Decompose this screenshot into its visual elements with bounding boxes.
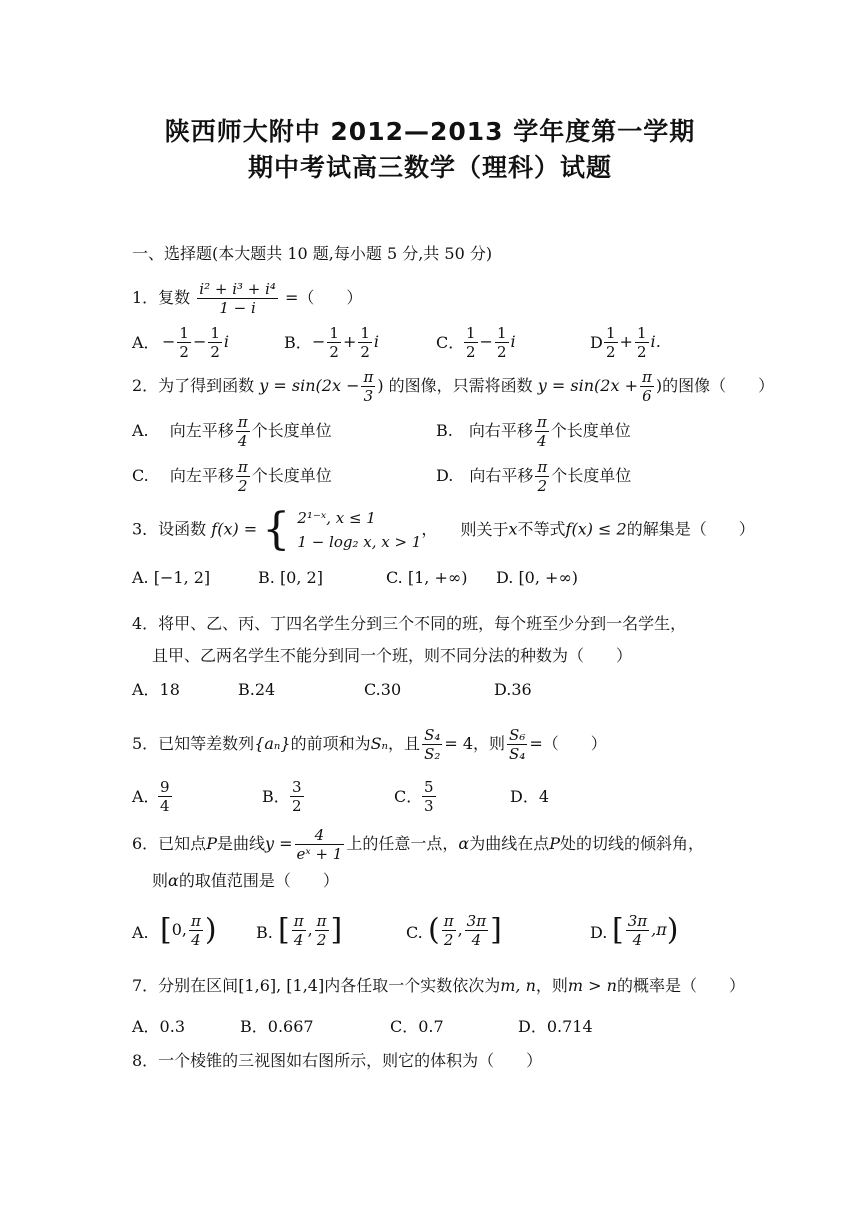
frac-den: eˣ + 1 bbox=[296, 845, 343, 863]
q6-alpha: α bbox=[458, 834, 470, 853]
frac-den: 2 bbox=[496, 343, 507, 361]
frac-num: S₆ bbox=[509, 726, 526, 744]
q6-d-label: D. bbox=[590, 923, 608, 942]
q3-d-label: D. bbox=[496, 568, 514, 587]
q1-a-op: − bbox=[192, 332, 207, 351]
q2-func2: y = sin(2x + bbox=[537, 376, 638, 395]
q3-a-label: A. bbox=[132, 568, 149, 587]
q1-option-b bbox=[312, 324, 379, 361]
q1-c-op: − bbox=[479, 332, 493, 351]
q5-eq4: = 4 bbox=[444, 734, 474, 753]
q6-comma: , bbox=[457, 920, 463, 939]
q5-option-b bbox=[290, 778, 304, 815]
q6-option-a: [0, $\frac{\pi}{4}$ ) bbox=[160, 912, 217, 949]
frac-num: 1 bbox=[329, 324, 339, 342]
frac-den: 2 bbox=[179, 343, 189, 361]
question-4-line2: 且甲、乙两名学生不能分到同一个班，则不同分法的种数为（ ） bbox=[152, 646, 633, 665]
q6-zero: 0, bbox=[171, 920, 187, 939]
section-heading: 一、选择题(本大题共 10 题,每小题 5 分,共 50 分) bbox=[132, 244, 493, 263]
q3-b-value: [0, 2] bbox=[279, 568, 323, 587]
q2-d-label: D. 向右平移 bbox=[436, 466, 534, 485]
q1-option-a-label: A． bbox=[132, 333, 160, 352]
q5-c-label: C． bbox=[394, 787, 423, 806]
frac-den: 2 bbox=[292, 797, 302, 815]
q2-unit: 个长度单位 bbox=[251, 421, 332, 440]
q7-prefix: 7．分别在区间 bbox=[132, 976, 239, 995]
q3-brace: { bbox=[262, 504, 291, 555]
q1-a-i: i bbox=[223, 332, 230, 351]
q6-option-b: [ $\frac{\pi}{4}$ , $\frac{\pi}{2}$ ] bbox=[278, 912, 343, 949]
q1-option-a bbox=[162, 324, 229, 361]
q6-mid2: 上的任意一点， bbox=[346, 834, 459, 853]
q3-case1: 2¹⁻ˣ, x ≤ 1 bbox=[297, 509, 376, 527]
q6-alpha: α bbox=[168, 871, 179, 890]
q3-fx: f(x) = bbox=[211, 519, 258, 539]
q1-prefix: 1．复数 bbox=[132, 288, 191, 307]
exam-title-line1: 陕西师大附中 2012—2013 学年度第一学期 bbox=[164, 117, 696, 146]
exam-title-line2: 期中考试高三数学（理科）试题 bbox=[247, 153, 612, 182]
q5-option-a bbox=[158, 778, 172, 815]
q6-comma: , bbox=[307, 920, 313, 939]
q5-a-label: A． bbox=[132, 787, 160, 806]
question-8: 8．一个棱锥的三视图如右图所示，则它的体积为（ ） bbox=[132, 1051, 543, 1070]
q7-option-a: A．0.3 bbox=[132, 1017, 186, 1036]
frac-num: 3π bbox=[627, 912, 648, 930]
frac-num: π bbox=[237, 458, 248, 476]
frac-num: π bbox=[536, 413, 547, 431]
frac-den: 2 bbox=[466, 343, 476, 361]
q2-func1: y = sin(2x − bbox=[259, 376, 360, 395]
q1-denominator: 1 − i bbox=[219, 299, 256, 317]
q6-c-label: C. bbox=[406, 923, 423, 942]
frac-den: 4 bbox=[537, 432, 547, 450]
q5-prefix: 5．已知等差数列 bbox=[132, 734, 255, 753]
q2-unit: 个长度单位 bbox=[550, 421, 631, 440]
q1-option-c-label: C． bbox=[436, 333, 465, 352]
frac-den: 2 bbox=[606, 343, 616, 361]
frac-num: 1 bbox=[179, 324, 189, 342]
q3-cases bbox=[297, 506, 421, 554]
q3-option-d bbox=[496, 567, 578, 589]
q2-unit: 个长度单位 bbox=[251, 466, 332, 485]
q3-mid: 则关于 bbox=[460, 519, 509, 539]
frac-num: π bbox=[363, 368, 374, 386]
q7-mid: 内各任取一个实数依次为 bbox=[324, 976, 501, 995]
frac-den: 2 bbox=[636, 343, 647, 361]
q2-option-d bbox=[436, 458, 631, 495]
question-6-line1 bbox=[132, 826, 704, 863]
q1-a-sign: − bbox=[162, 332, 176, 351]
q2-c-label: C. 向左平移 bbox=[132, 466, 234, 485]
q2-b-label: B. 向右平移 bbox=[436, 421, 533, 440]
q1-option-d bbox=[602, 324, 672, 361]
q1-c-i: i bbox=[510, 332, 516, 351]
frac-num: π bbox=[443, 912, 454, 930]
frac-den: 2 bbox=[360, 343, 370, 361]
q5-seq: {aₙ} bbox=[254, 734, 291, 753]
frac-den: 2 bbox=[443, 931, 454, 949]
q6-mid: 是曲线 bbox=[216, 834, 265, 853]
frac-num: 1 bbox=[606, 324, 616, 342]
q5-mid: 的前项和为 bbox=[290, 734, 371, 753]
question-1 bbox=[132, 280, 362, 317]
q6-pi: ,π bbox=[651, 920, 667, 939]
frac-num: 1 bbox=[466, 324, 476, 342]
q1-d-i: i． bbox=[650, 332, 672, 351]
frac-den: 3 bbox=[363, 387, 374, 405]
q3-comma: ， bbox=[421, 519, 438, 539]
q1-b-op: + bbox=[342, 332, 357, 351]
frac-den: 6 bbox=[642, 387, 652, 405]
frac-num: 3π bbox=[466, 912, 487, 930]
q7-mid2: ，则 bbox=[535, 976, 568, 995]
q3-case2: 1 − log₂ x, x > 1 bbox=[297, 533, 422, 551]
frac-num: 4 bbox=[295, 826, 345, 845]
frac-num: 1 bbox=[360, 324, 370, 342]
q7-ranges: [1,6], [1,4] bbox=[238, 976, 325, 995]
frac-num: π bbox=[293, 912, 304, 930]
q3-option-a bbox=[132, 567, 210, 589]
q2-paren: ) bbox=[655, 376, 663, 395]
q7-ineq: m > n bbox=[567, 976, 617, 995]
q3-option-c bbox=[386, 567, 467, 589]
question-6-line2 bbox=[152, 870, 339, 892]
q2-mid: 的图像，只需将函数 bbox=[388, 376, 533, 395]
q5-sn: Sₙ bbox=[370, 734, 389, 753]
q4-option-c: C.30 bbox=[364, 680, 402, 699]
q3-mid2: 不等式 bbox=[517, 519, 566, 539]
q1-option-d-label: D bbox=[590, 333, 603, 352]
q5-mid3: ，则 bbox=[473, 734, 506, 753]
q2-option-c bbox=[132, 458, 332, 495]
q7-suffix: 的概率是（ ） bbox=[616, 976, 745, 995]
frac-den: 2 bbox=[329, 343, 339, 361]
q3-prefix: 3．设函数 bbox=[132, 519, 207, 539]
question-7 bbox=[132, 975, 745, 997]
q6-line2a: 则 bbox=[152, 871, 169, 890]
q5-suffix: =（ ） bbox=[529, 734, 607, 753]
q7-option-d: D．0.714 bbox=[518, 1017, 593, 1036]
q2-paren: ) bbox=[377, 376, 384, 395]
frac-den: 4 bbox=[191, 931, 201, 949]
q4-option-d: D.36 bbox=[494, 680, 532, 699]
q3-d-value: [0, +∞) bbox=[518, 568, 579, 587]
q3-b-label: B. bbox=[258, 568, 275, 587]
frac-num: π bbox=[641, 368, 652, 386]
q5-mid2: ，且 bbox=[388, 734, 421, 753]
frac-den: 2 bbox=[238, 477, 248, 495]
q3-x: x bbox=[508, 519, 518, 539]
q5-option-c bbox=[422, 778, 436, 815]
q7-option-c: C．0.7 bbox=[390, 1017, 444, 1036]
q2-a-label: A. 向左平移 bbox=[132, 421, 234, 440]
q6-mid3: 为曲线在点 bbox=[469, 834, 550, 853]
q6-option-d: [ $\frac{3\pi}{4}$ ,π) bbox=[612, 912, 679, 949]
frac-den: 4 bbox=[632, 931, 643, 949]
q1-b-sign: − bbox=[312, 332, 326, 351]
frac-den: 3 bbox=[424, 797, 434, 815]
frac-num: 1 bbox=[210, 324, 220, 342]
q3-ineq: f(x) ≤ 2 bbox=[565, 519, 627, 539]
q3-c-value: [1, +∞) bbox=[407, 568, 468, 587]
q3-c-label: C. bbox=[386, 568, 403, 587]
frac-num: 1 bbox=[636, 324, 647, 342]
frac-den: 4 bbox=[293, 931, 304, 949]
q1-suffix: =（ ） bbox=[285, 288, 363, 307]
frac-den: 2 bbox=[537, 477, 548, 495]
question-4-line1: 4．将甲、乙、丙、丁四名学生分到三个不同的班，每个班至少分到一名学生， bbox=[132, 614, 687, 633]
frac-den: 4 bbox=[237, 432, 248, 450]
q1-option-b-label: B． bbox=[284, 333, 312, 352]
q1-b-i: i bbox=[373, 332, 380, 351]
q3-suffix: 的解集是（ ） bbox=[626, 519, 755, 539]
question-3 bbox=[132, 506, 755, 554]
frac-num: π bbox=[316, 912, 327, 930]
q6-prefix: 6．已知点 bbox=[132, 834, 207, 853]
q3-a-value: [−1, 2] bbox=[153, 568, 211, 587]
q6-y: y = bbox=[264, 834, 293, 853]
frac-den: 2 bbox=[316, 931, 327, 949]
frac-den: 2 bbox=[210, 343, 220, 361]
q2-option-a bbox=[132, 413, 332, 450]
frac-num: 3 bbox=[292, 778, 302, 796]
q1-option-c bbox=[462, 324, 516, 361]
frac-num: π bbox=[237, 413, 248, 431]
q1-numerator: i² + i³ + i⁴ bbox=[199, 280, 276, 298]
q2-option-b bbox=[436, 413, 631, 450]
q1-fraction bbox=[197, 280, 278, 317]
q4-option-a: A．18 bbox=[132, 680, 180, 699]
q7-mn: m, n bbox=[500, 976, 536, 995]
q6-b-label: B. bbox=[256, 923, 273, 942]
q6-line2b: 的取值范围是（ ） bbox=[178, 871, 339, 890]
frac-den: S₄ bbox=[509, 745, 526, 763]
q2-unit: 个长度单位 bbox=[551, 466, 632, 485]
q1-d-op: + bbox=[619, 332, 633, 351]
frac-den: 4 bbox=[160, 797, 170, 815]
frac-num: 1 bbox=[496, 324, 507, 342]
question-5 bbox=[132, 726, 607, 763]
q5-option-d: D．4 bbox=[510, 787, 550, 806]
q3-option-b bbox=[258, 567, 323, 589]
frac-num: 5 bbox=[424, 778, 434, 796]
q5-b-label: B． bbox=[262, 787, 290, 806]
frac-num: π bbox=[537, 458, 548, 476]
frac-num: π bbox=[190, 912, 201, 930]
q6-a-label: A. bbox=[132, 923, 149, 942]
q6-p: P bbox=[549, 834, 560, 853]
q4-option-b: B.24 bbox=[238, 680, 276, 699]
q2-prefix: 2．为了得到函数 bbox=[132, 376, 255, 395]
q2-suffix: 的图像（ ） bbox=[662, 376, 775, 395]
frac-num: 9 bbox=[160, 778, 170, 796]
frac-den: S₂ bbox=[424, 745, 441, 763]
q7-option-b: B．0.667 bbox=[240, 1017, 314, 1036]
frac-den: 4 bbox=[471, 931, 482, 949]
q6-mid4: 处的切线的倾斜角， bbox=[559, 834, 704, 853]
question-2 bbox=[132, 368, 774, 405]
q6-option-c: ( $\frac{\pi}{2}$ , $\frac{3\pi}{4}$ ] bbox=[428, 912, 502, 949]
q6-p: P bbox=[206, 834, 217, 853]
frac-num: S₄ bbox=[424, 726, 441, 744]
